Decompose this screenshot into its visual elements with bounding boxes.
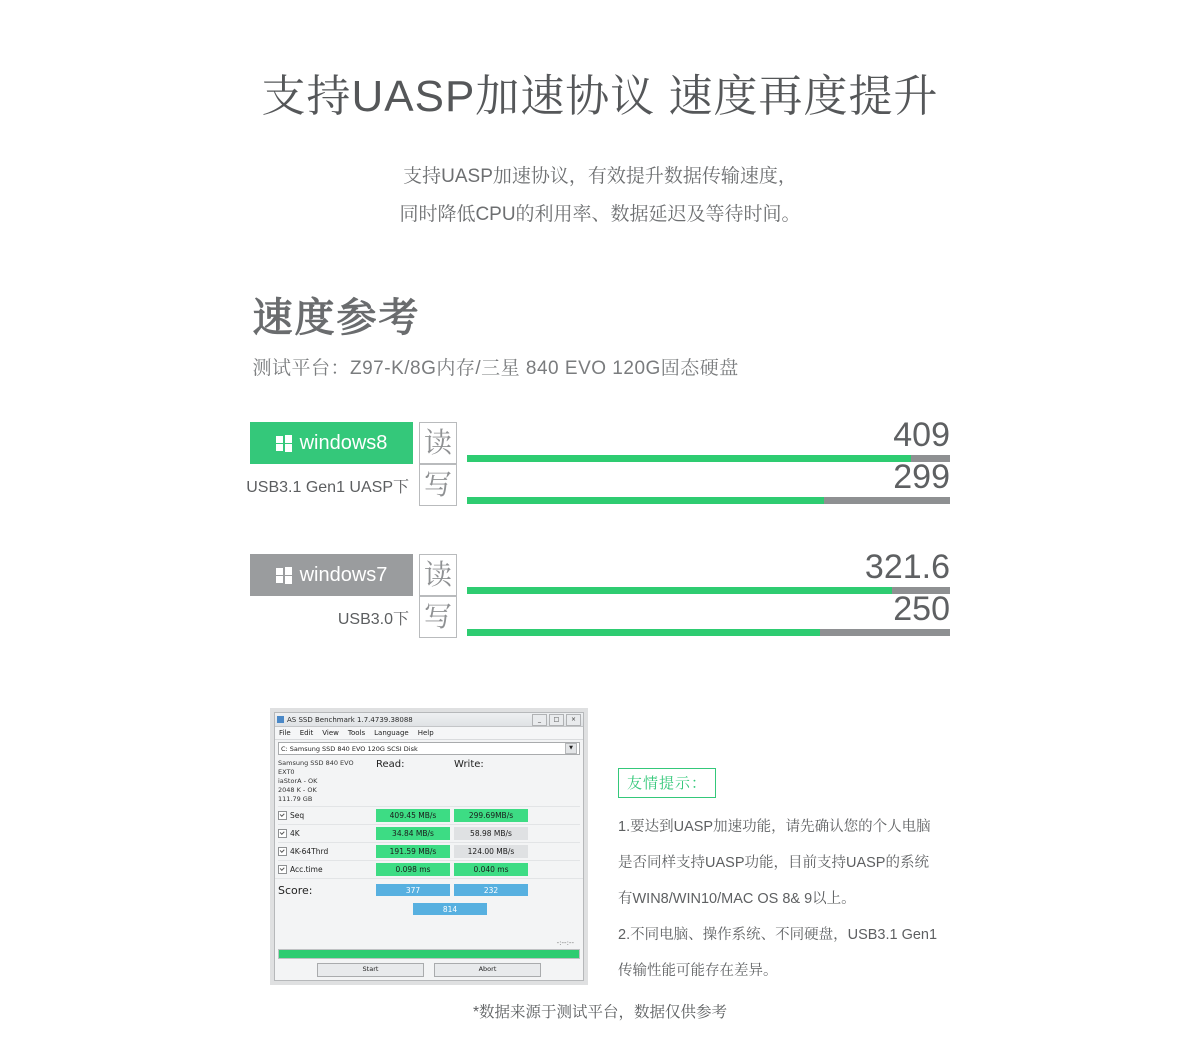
menu-language[interactable]: Language (374, 729, 409, 737)
menu-edit[interactable]: Edit (299, 729, 314, 737)
chevron-down-icon[interactable]: ▼ (565, 743, 577, 754)
benchmark-row-read (250, 416, 950, 464)
checkbox-icon[interactable] (278, 847, 287, 856)
page-title: 支持UASP加速协议 速度再度提升 (261, 72, 939, 121)
checkbox-icon[interactable] (278, 865, 287, 874)
read-glyph: 读 (419, 422, 457, 464)
score-write: 232 (454, 884, 528, 896)
read-bar-track (467, 587, 950, 594)
menubar (275, 727, 583, 740)
tips-heading: 友情提示： (618, 768, 716, 798)
cell-write: 124.00 MB/s (454, 845, 528, 858)
score-row (275, 878, 583, 901)
row-label-cell (278, 829, 376, 838)
close-icon[interactable]: × (566, 714, 581, 726)
window-titlebar (275, 713, 583, 727)
read-bar-fill (467, 587, 892, 594)
abort-button[interactable]: Abort (434, 963, 541, 977)
tips-line-4: 2.不同电脑、操作系统、不同硬盘，USB3.1 Gen1 (618, 927, 938, 943)
read-glyph: 读 (419, 554, 457, 596)
write-bar-fill (467, 497, 824, 504)
table-row (278, 842, 580, 860)
tips-line-1: 1.要达到UASP加速功能，请先确认您的个人电脑 (618, 819, 931, 835)
row-label-cell (278, 811, 376, 820)
checkbox-icon[interactable] (278, 811, 287, 820)
benchmark-block-windows8 (246, 416, 950, 506)
read-column-header: Read: (376, 759, 405, 770)
row-label-cell (278, 865, 376, 874)
score-read: 377 (376, 884, 450, 896)
tips-line-5: 传输性能可能存在差异。 (618, 963, 778, 979)
benchmark-screenshot (270, 708, 588, 985)
benchmark-header-row (275, 757, 583, 804)
row-label: 4K (290, 829, 300, 838)
score-total: 814 (413, 903, 487, 915)
drive-info-line-1: Samsung SSD 840 EVO (278, 759, 354, 767)
cell-read: 34.84 MB/s (376, 827, 450, 840)
window-controls (532, 714, 581, 726)
write-column-header: Write: (454, 759, 484, 770)
cell-write: 58.98 MB/s (454, 827, 528, 840)
app-icon (277, 716, 284, 723)
elapsed-time: -:--:-- (556, 939, 574, 947)
usb30-label: USB3.0下 (337, 610, 409, 628)
table-row (278, 824, 580, 842)
menu-help[interactable]: Help (417, 729, 434, 737)
write-bar-area (467, 458, 950, 506)
total-score-row (275, 903, 583, 915)
footnote: *数据来源于测试平台，数据仅供参考 (472, 1004, 728, 1021)
write-bar-area (467, 590, 950, 638)
write-value: 250 (893, 590, 950, 628)
row-label-cell (278, 847, 376, 856)
table-row (278, 806, 580, 824)
write-glyph: 写 (419, 596, 457, 638)
section-subtitle: 测试平台：Z97-K/8G内存/三星 840 EVO 120G固态硬盘 (252, 358, 739, 379)
mode-label-cell (250, 596, 413, 638)
row-label: 4K-64Thrd (290, 847, 329, 856)
tips-line-3: 有WIN8/WIN10/MAC OS 8& 9以上。 (618, 891, 856, 907)
start-button[interactable]: Start (317, 963, 424, 977)
cell-write: 299.69MB/s (454, 809, 528, 822)
write-bar-track (467, 629, 950, 636)
window-footer (275, 939, 583, 980)
row-label: Acc.time (290, 865, 323, 874)
page-subtitle (0, 158, 1200, 234)
write-value: 299 (893, 458, 950, 496)
write-bar-track (467, 497, 950, 504)
score-label: Score: (278, 883, 313, 897)
drive-select-value: C: Samsung SSD 840 EVO 120G SCSI Disk (281, 744, 418, 753)
benchmark-row-read (250, 548, 950, 596)
subtitle-line-1: 支持UASP加速协议，有效提升数据传输速度， (403, 166, 797, 187)
cell-write: 0.040 ms (454, 863, 528, 876)
maximize-icon[interactable]: □ (549, 714, 564, 726)
benchmark-row-write (246, 458, 950, 506)
drive-info (278, 757, 376, 804)
windows-logo-icon (276, 567, 292, 583)
menu-file[interactable]: File (279, 729, 291, 737)
tips-line-2: 是否同样支持UASP功能，目前支持UASP的系统 (618, 855, 929, 871)
os-badge-cell (250, 554, 413, 596)
drive-select[interactable] (278, 742, 580, 755)
button-row (278, 963, 580, 977)
cell-read: 0.098 ms (376, 863, 450, 876)
windows8-badge-label: windows8 (299, 431, 388, 454)
drive-info-line-2: EXT0 (278, 768, 295, 776)
windows7-badge-label: windows7 (299, 563, 388, 586)
read-bar-area (467, 416, 950, 464)
read-value: 321.6 (864, 548, 950, 586)
minimize-icon[interactable]: _ (532, 714, 547, 726)
os-badge-cell (250, 422, 413, 464)
cell-read: 191.59 MB/s (376, 845, 450, 858)
drive-info-line-3: iaStorA - OK (278, 777, 318, 785)
write-glyph: 写 (419, 464, 457, 506)
write-bar-fill (467, 629, 820, 636)
read-bar-track (467, 455, 950, 462)
drive-info-line-4: 2048 K - OK (278, 786, 317, 794)
menu-view[interactable]: View (322, 729, 339, 737)
benchmark-results-table (275, 804, 583, 878)
as-ssd-window (274, 712, 584, 981)
windows8-badge (250, 422, 413, 464)
tips-block (618, 768, 1018, 986)
row-label: Seq (290, 811, 305, 820)
speed-reference-section (248, 286, 953, 380)
cell-read: 409.45 MB/s (376, 809, 450, 822)
section-title: 速度参考 (252, 296, 421, 340)
drive-info-line-5: 111.79 GB (278, 795, 313, 803)
windows-logo-icon (276, 435, 292, 451)
windows7-badge (250, 554, 413, 596)
checkbox-icon[interactable] (278, 829, 287, 838)
progress-bar (278, 949, 580, 959)
usb31-uasp-label: USB3.1 Gen1 UASP下 (246, 478, 409, 496)
table-row (278, 860, 580, 878)
read-bar-area (467, 548, 950, 596)
read-bar-fill (467, 455, 911, 462)
mode-label-cell (246, 464, 413, 506)
window-title: AS SSD Benchmark 1.7.4739.38088 (287, 715, 413, 724)
subtitle-line-2: 同时降低CPU的利用率、数据延迟及等待时间。 (399, 204, 801, 225)
benchmark-row-write (250, 590, 950, 638)
menu-tools[interactable]: Tools (347, 729, 366, 737)
benchmark-block-windows7 (250, 548, 950, 638)
read-value: 409 (893, 416, 950, 454)
